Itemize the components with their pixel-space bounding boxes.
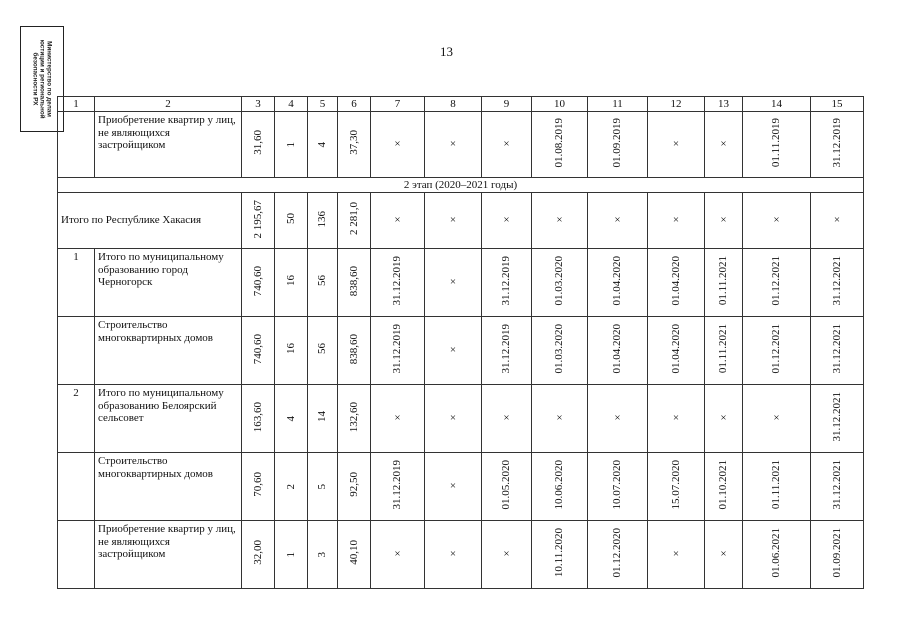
- not-applicable-mark: ×: [720, 214, 727, 227]
- cell-col-3: [242, 317, 275, 385]
- cell-col-6: [338, 249, 371, 317]
- cell-value: 32,00: [251, 540, 264, 566]
- cell-value: 136: [316, 210, 329, 227]
- stamp-line-2: юстиции и региональной: [38, 39, 46, 119]
- cell-col-7: [371, 193, 425, 249]
- cell-value: 01.10.2021: [717, 460, 730, 510]
- column-header-9: 9: [482, 97, 532, 112]
- cell-value: 3: [316, 551, 329, 558]
- row-number: [58, 521, 95, 589]
- cell-value: 01.04.2020: [669, 324, 682, 374]
- schedule-table: [57, 96, 864, 589]
- cell-col-14: [743, 453, 811, 521]
- column-header-6: 6: [338, 97, 371, 112]
- cell-value: 31.12.2021: [830, 460, 843, 510]
- cell-col-15: [811, 385, 864, 453]
- not-applicable-mark: ×: [449, 548, 457, 561]
- cell-col-13: [705, 112, 743, 178]
- cell-col-10: [532, 453, 588, 521]
- cell-col-15: [811, 193, 864, 249]
- cell-col-12: [648, 521, 705, 589]
- not-applicable-mark: ×: [394, 548, 401, 561]
- cell-value: 01.11.2021: [770, 460, 783, 510]
- not-applicable-mark: ×: [720, 548, 727, 561]
- cell-col-9: [482, 521, 532, 589]
- not-applicable-mark: ×: [503, 548, 510, 561]
- not-applicable-mark: ×: [503, 412, 510, 425]
- cell-value: 2: [284, 483, 297, 490]
- cell-col-10: [532, 249, 588, 317]
- row-name: Строительство многоквартирных домов: [95, 317, 242, 385]
- cell-value: 31.12.2021: [830, 324, 843, 374]
- column-header-11: 11: [588, 97, 648, 112]
- cell-value: 740,60: [251, 333, 264, 364]
- not-applicable-mark: ×: [614, 214, 621, 227]
- cell-value: 740,60: [251, 265, 264, 296]
- cell-col-14: [743, 249, 811, 317]
- column-header-7: 7: [371, 97, 425, 112]
- cell-col-6: [338, 521, 371, 589]
- not-applicable-mark: ×: [833, 214, 841, 227]
- cell-col-6: [338, 317, 371, 385]
- cell-col-3: [242, 385, 275, 453]
- cell-col-4: [275, 521, 308, 589]
- cell-col-7: [371, 317, 425, 385]
- not-applicable-mark: ×: [503, 138, 510, 151]
- cell-value: 01.04.2020: [611, 324, 624, 374]
- cell-value: 01.03.2020: [553, 256, 566, 306]
- cell-col-3: [242, 112, 275, 178]
- not-applicable-mark: ×: [773, 412, 780, 425]
- cell-col-4: [275, 112, 308, 178]
- cell-value: 01.06.2021: [770, 528, 783, 578]
- cell-col-9: [482, 112, 532, 178]
- cell-col-3: [242, 453, 275, 521]
- cell-value: 132,60: [347, 401, 360, 432]
- cell-value: 838,60: [347, 333, 360, 364]
- cell-value: 01.04.2020: [669, 256, 682, 306]
- cell-col-4: [275, 453, 308, 521]
- row-number: [58, 453, 95, 521]
- cell-col-14: [743, 317, 811, 385]
- stamp-text: [32, 29, 53, 129]
- cell-col-10: [532, 112, 588, 178]
- cell-value: 31.12.2019: [500, 256, 513, 306]
- cell-col-9: [482, 385, 532, 453]
- cell-value: 01.05.2020: [500, 460, 513, 510]
- cell-value: 5: [316, 483, 329, 490]
- cell-col-6: [338, 112, 371, 178]
- cell-col-10: [532, 521, 588, 589]
- table-row: [58, 521, 864, 589]
- column-header-10: 10: [532, 97, 588, 112]
- cell-col-7: [371, 112, 425, 178]
- cell-col-11: [588, 453, 648, 521]
- cell-col-9: [482, 249, 532, 317]
- cell-col-11: [588, 385, 648, 453]
- cell-col-5: [308, 453, 338, 521]
- stamp-line-1: Министерство по делам: [45, 41, 53, 117]
- not-applicable-mark: ×: [449, 214, 457, 227]
- cell-col-3: [242, 193, 275, 249]
- cell-value: 31.12.2019: [391, 460, 404, 510]
- column-header-12: 12: [648, 97, 705, 112]
- cell-col-5: [308, 385, 338, 453]
- row-name: Строительство многоквартирных домов: [95, 453, 242, 521]
- cell-value: 163,60: [251, 401, 264, 432]
- table-row: [58, 453, 864, 521]
- row-number: [58, 317, 95, 385]
- cell-value: 01.12.2021: [770, 324, 783, 374]
- column-header-15: 15: [811, 97, 864, 112]
- cell-col-8: [425, 521, 482, 589]
- cell-col-13: [705, 521, 743, 589]
- not-applicable-mark: ×: [449, 276, 457, 289]
- cell-col-12: [648, 112, 705, 178]
- cell-col-15: [811, 317, 864, 385]
- cell-value: 838,60: [347, 265, 360, 296]
- not-applicable-mark: ×: [614, 412, 621, 425]
- table-row: [58, 249, 864, 317]
- not-applicable-mark: ×: [556, 214, 563, 227]
- cell-value: 56: [316, 343, 329, 355]
- cell-col-4: [275, 317, 308, 385]
- not-applicable-mark: ×: [672, 138, 680, 151]
- cell-col-15: [811, 453, 864, 521]
- not-applicable-mark: ×: [449, 138, 457, 151]
- stamp-line-3: безопасности РХ: [31, 52, 39, 106]
- table-row: [58, 317, 864, 385]
- cell-col-7: [371, 249, 425, 317]
- table-row: [58, 193, 864, 249]
- column-header-8: 8: [425, 97, 482, 112]
- cell-col-4: [275, 249, 308, 317]
- cell-col-8: [425, 249, 482, 317]
- column-header-4: 4: [275, 97, 308, 112]
- row-name: Итого по Республике Хакасия: [58, 193, 242, 249]
- cell-value: 56: [316, 275, 329, 287]
- cell-col-15: [811, 112, 864, 178]
- cell-value: 01.12.2020: [611, 528, 624, 578]
- cell-value: 40,10: [347, 540, 360, 566]
- cell-value: 10.07.2020: [611, 460, 624, 510]
- cell-col-14: [743, 385, 811, 453]
- cell-value: 14: [316, 411, 329, 423]
- cell-col-13: [705, 193, 743, 249]
- stage-label: 2 этап (2020–2021 годы): [58, 178, 864, 193]
- cell-col-8: [425, 193, 482, 249]
- row-number: [58, 112, 95, 178]
- not-applicable-mark: ×: [449, 344, 457, 357]
- column-header-13: 13: [705, 97, 743, 112]
- cell-col-12: [648, 249, 705, 317]
- cell-col-11: [588, 317, 648, 385]
- cell-value: 4: [284, 415, 297, 422]
- cell-col-11: [588, 112, 648, 178]
- cell-col-14: [743, 112, 811, 178]
- row-name: Приобретение квартир у лиц, не являющихся застройщиком: [95, 112, 242, 178]
- cell-col-6: [338, 193, 371, 249]
- not-applicable-mark: ×: [449, 412, 457, 425]
- not-applicable-mark: ×: [394, 138, 401, 151]
- column-header-14: 14: [743, 97, 811, 112]
- cell-col-10: [532, 193, 588, 249]
- column-header-5: 5: [308, 97, 338, 112]
- cell-col-8: [425, 112, 482, 178]
- cell-col-15: [811, 249, 864, 317]
- cell-col-13: [705, 453, 743, 521]
- cell-col-11: [588, 249, 648, 317]
- cell-value: 31.12.2019: [391, 324, 404, 374]
- cell-col-9: [482, 193, 532, 249]
- cell-col-12: [648, 317, 705, 385]
- cell-col-14: [743, 521, 811, 589]
- cell-col-5: [308, 521, 338, 589]
- cell-col-5: [308, 317, 338, 385]
- cell-value: 01.03.2020: [553, 324, 566, 374]
- not-applicable-mark: ×: [556, 412, 563, 425]
- row-number: 1: [58, 249, 95, 317]
- cell-col-10: [532, 317, 588, 385]
- cell-col-4: [275, 385, 308, 453]
- cell-value: 01.11.2019: [770, 118, 783, 168]
- cell-col-13: [705, 385, 743, 453]
- cell-value: 31.12.2019: [500, 324, 513, 374]
- not-applicable-mark: ×: [773, 214, 780, 227]
- cell-col-5: [308, 112, 338, 178]
- row-number: 2: [58, 385, 95, 453]
- stage-row: [58, 178, 864, 193]
- not-applicable-mark: ×: [672, 214, 680, 227]
- not-applicable-mark: ×: [672, 548, 680, 561]
- not-applicable-mark: ×: [503, 214, 510, 227]
- cell-value: 10.11.2020: [553, 528, 566, 578]
- not-applicable-mark: ×: [449, 480, 457, 493]
- cell-value: 2 281,0: [347, 202, 360, 236]
- cell-value: 70,60: [251, 472, 264, 498]
- cell-col-9: [482, 317, 532, 385]
- not-applicable-mark: ×: [672, 412, 680, 425]
- cell-col-8: [425, 385, 482, 453]
- not-applicable-mark: ×: [720, 412, 727, 425]
- header-row: [58, 97, 864, 112]
- cell-col-7: [371, 521, 425, 589]
- column-header-1: 1: [58, 97, 95, 112]
- not-applicable-mark: ×: [720, 138, 727, 151]
- cell-value: 01.08.2019: [553, 118, 566, 168]
- cell-col-7: [371, 453, 425, 521]
- cell-col-8: [425, 453, 482, 521]
- cell-value: 16: [284, 275, 297, 287]
- row-name: Итого по муниципальному образованию город Черногорск: [95, 249, 242, 317]
- cell-value: 10.06.2020: [553, 460, 566, 510]
- cell-value: 92,50: [347, 472, 360, 498]
- cell-value: 37,30: [347, 130, 360, 156]
- not-applicable-mark: ×: [394, 214, 401, 227]
- cell-col-15: [811, 521, 864, 589]
- cell-value: 01.09.2019: [611, 118, 624, 168]
- cell-value: 01.11.2021: [717, 256, 730, 306]
- cell-value: 31.12.2019: [391, 256, 404, 306]
- page-number: 13: [440, 44, 453, 59]
- cell-value: 01.04.2020: [611, 256, 624, 306]
- row-name: Приобретение квартир у лиц, не являющихся застройщиком: [95, 521, 242, 589]
- cell-col-10: [532, 385, 588, 453]
- cell-value: 50: [284, 213, 297, 225]
- cell-value: 01.11.2021: [717, 324, 730, 374]
- cell-value: 16: [284, 343, 297, 355]
- cell-col-9: [482, 453, 532, 521]
- cell-value: 1: [284, 141, 297, 148]
- cell-col-11: [588, 521, 648, 589]
- cell-col-6: [338, 385, 371, 453]
- cell-value: 1: [284, 551, 297, 558]
- column-header-2: 2: [95, 97, 242, 112]
- not-applicable-mark: ×: [394, 412, 401, 425]
- cell-col-13: [705, 249, 743, 317]
- column-header-3: 3: [242, 97, 275, 112]
- cell-col-14: [743, 193, 811, 249]
- cell-col-6: [338, 453, 371, 521]
- cell-value: 15.07.2020: [669, 460, 682, 510]
- row-name: Итого по муниципальному образованию Белоярский сельсовет: [95, 385, 242, 453]
- cell-col-8: [425, 317, 482, 385]
- cell-value: 4: [316, 141, 329, 148]
- cell-value: 01.12.2021: [770, 256, 783, 306]
- cell-col-5: [308, 193, 338, 249]
- cell-value: 01.09.2021: [830, 528, 843, 578]
- cell-col-12: [648, 385, 705, 453]
- cell-col-4: [275, 193, 308, 249]
- cell-value: 2 195,67: [251, 199, 264, 238]
- cell-col-13: [705, 317, 743, 385]
- cell-value: 31,60: [251, 130, 264, 156]
- cell-col-5: [308, 249, 338, 317]
- cell-col-7: [371, 385, 425, 453]
- cell-col-12: [648, 453, 705, 521]
- cell-col-3: [242, 249, 275, 317]
- cell-col-12: [648, 193, 705, 249]
- table-row: [58, 112, 864, 178]
- cell-value: 31.12.2021: [830, 256, 843, 306]
- table-row: [58, 385, 864, 453]
- cell-col-3: [242, 521, 275, 589]
- cell-value: 31.12.2021: [830, 392, 843, 442]
- cell-col-11: [588, 193, 648, 249]
- cell-value: 31.12.2019: [830, 118, 843, 168]
